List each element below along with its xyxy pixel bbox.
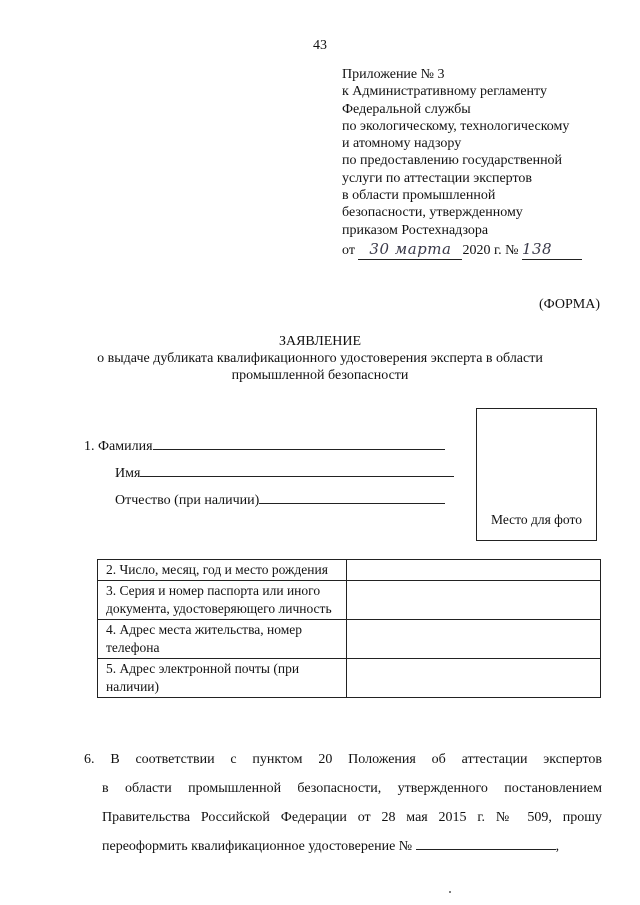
table-cell-label: 4. Адрес места жительства, номер телефона bbox=[98, 620, 347, 659]
certificate-number-line[interactable] bbox=[416, 836, 556, 850]
table-cell-value[interactable] bbox=[347, 620, 601, 659]
form-label: (ФОРМА) bbox=[538, 297, 600, 312]
appendix-header bbox=[342, 66, 622, 239]
paragraph-line: переоформить квалификационное удостоверение № bbox=[102, 839, 413, 854]
surname-label: 1. Фамилия bbox=[84, 439, 153, 454]
surname-line[interactable] bbox=[153, 436, 445, 450]
table-cell-value[interactable] bbox=[347, 560, 601, 581]
appendix-line: Федеральной службы bbox=[342, 101, 471, 117]
patronymic-label: Отчество (при наличии) bbox=[115, 493, 260, 508]
paragraph-line: 6. В соответствии с пунктом 20 Положения об аттестации экспертов bbox=[84, 752, 602, 767]
paragraph-6 bbox=[84, 745, 602, 861]
surname-field[interactable] bbox=[84, 436, 445, 455]
appendix-line: приказом Ростехнадзора bbox=[342, 222, 489, 238]
scan-dot bbox=[449, 891, 451, 893]
patronymic-field[interactable] bbox=[115, 490, 445, 509]
patronymic-line[interactable] bbox=[259, 490, 445, 504]
appendix-line: к Административному регламенту bbox=[342, 84, 547, 100]
order-prefix: от bbox=[342, 243, 355, 258]
name-label: Имя bbox=[115, 466, 141, 481]
photo-box bbox=[476, 408, 597, 541]
document-subtitle: о выдаче дубликата квалификационного удостоверения эксперта в области промышленной безопасности bbox=[97, 351, 543, 383]
order-number-field bbox=[522, 240, 582, 260]
appendix-line: в области промышленной bbox=[342, 188, 496, 204]
name-field[interactable] bbox=[115, 463, 454, 482]
appendix-line: и атомному надзору bbox=[342, 136, 462, 152]
paragraph-trailing: , bbox=[555, 839, 560, 854]
appendix-line: по экологическому, технологическому bbox=[342, 118, 570, 134]
appendix-line: по предоставлению государственной bbox=[342, 153, 563, 169]
table-row bbox=[98, 659, 601, 698]
table-row bbox=[98, 581, 601, 620]
order-date-field bbox=[358, 240, 462, 260]
order-reference bbox=[342, 240, 582, 260]
paragraph-last-line bbox=[84, 832, 602, 861]
appendix-line: безопасности, утвержденному bbox=[342, 205, 523, 221]
handwritten-date: 30 марта bbox=[369, 240, 452, 258]
table-row bbox=[98, 560, 601, 581]
order-year: 2020 г. № bbox=[462, 243, 519, 258]
appendix-line: услуги по аттестации экспертов bbox=[342, 170, 533, 186]
paragraph-line: Правительства Российской Федерации от 28 мая 2015 г. № 509, прошу bbox=[102, 810, 602, 825]
handwritten-number: 138 bbox=[521, 240, 553, 258]
table-cell-label: 2. Число, месяц, год и место рождения bbox=[98, 560, 347, 581]
photo-placeholder-label: Место для фото bbox=[491, 512, 582, 527]
personal-data-table bbox=[97, 559, 601, 698]
table-cell-value[interactable] bbox=[347, 659, 601, 698]
page-number: 43 bbox=[313, 38, 327, 53]
table-cell-value[interactable] bbox=[347, 581, 601, 620]
table-cell-label: 5. Адрес электронной почты (при наличии) bbox=[98, 659, 347, 698]
paragraph-line: в области промышленной безопасности, утвержденного постановлением bbox=[102, 781, 602, 796]
table-row bbox=[98, 620, 601, 659]
table-cell-label: 3. Серия и номер паспорта или иного документа, удостоверяющего личность bbox=[98, 581, 347, 620]
appendix-line: Приложение № 3 bbox=[342, 67, 445, 82]
name-line[interactable] bbox=[140, 463, 454, 477]
document-title: ЗАЯВЛЕНИЕ bbox=[278, 334, 362, 349]
